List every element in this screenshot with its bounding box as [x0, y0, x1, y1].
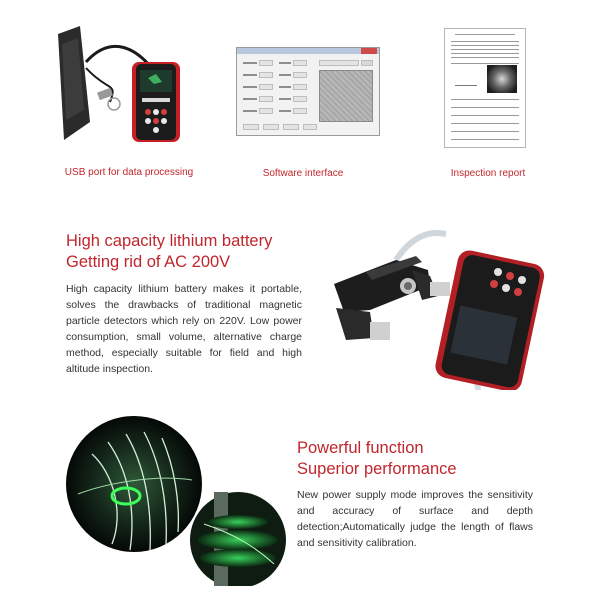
particle-inspection-photo [64, 414, 288, 586]
report-caption: Inspection report [450, 168, 526, 179]
usb-device-photo [58, 22, 188, 147]
window-title-bar [237, 48, 379, 54]
battery-title-line1: High capacity lithium battery [66, 232, 273, 250]
report-photo [487, 65, 517, 93]
function-title-line2: Superior performance [297, 460, 457, 478]
battery-title-line2: Getting rid of AC 200V [66, 253, 231, 271]
battery-description: High capacity lithium battery makes it portable, solves the drawbacks of traditional magnetic particle detectors which rely on 220V. Low power consumption, small volume, alternative charge method, especially suitable for field and high altitude inspection. [66, 283, 302, 375]
software-caption: Software interface [262, 168, 344, 179]
usb-caption: USB port for data processing [64, 167, 194, 178]
report-diagram [455, 73, 477, 86]
image-panel [319, 70, 373, 122]
yoke-and-device-photo [326, 220, 552, 390]
window-controls [361, 48, 377, 54]
inspection-report-thumbnail [444, 28, 526, 148]
function-title-line1: Powerful function [297, 439, 424, 457]
software-interface-thumbnail [236, 47, 380, 136]
function-description: New power supply mode improves the sensitivity and accuracy of surface and depth detection;Automatically judge the length of flaws and sensitivity calibration. [297, 489, 533, 549]
